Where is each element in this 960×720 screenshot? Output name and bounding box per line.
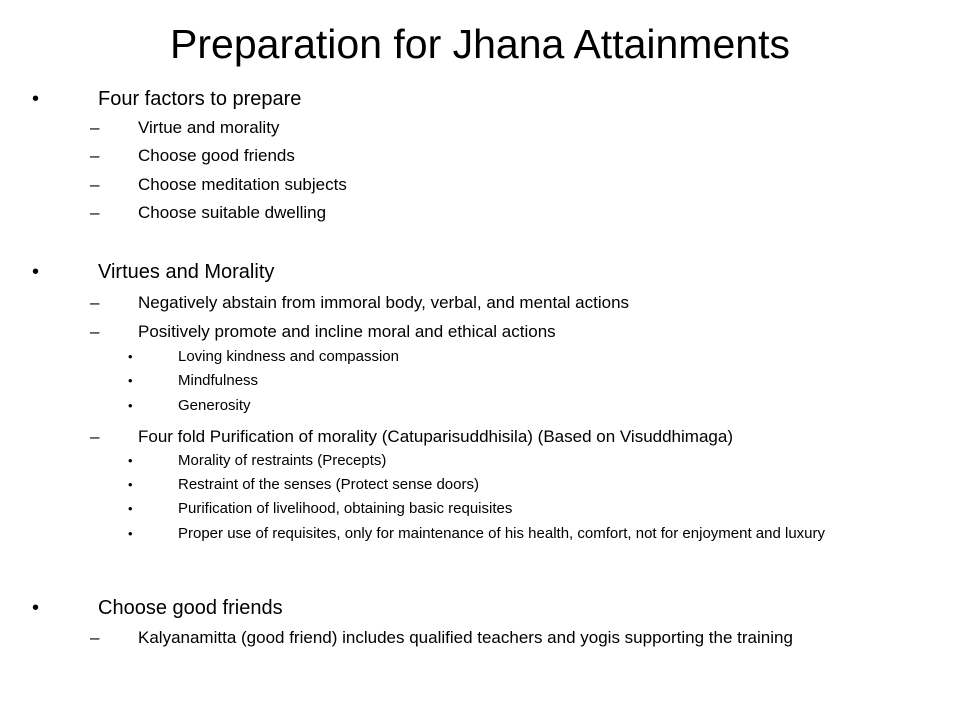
dash-marker: – (90, 146, 100, 165)
sub-item-label: Virtue and morality (138, 118, 280, 137)
slide-title: Preparation for Jhana Attainments (170, 21, 790, 67)
detail-item-label: Loving kindness and compassion (178, 348, 399, 365)
dash-marker: – (90, 203, 100, 222)
detail-item-label: Mindfulness (178, 372, 259, 389)
sub-item-label: Four fold Purification of morality (Catuparisuddhisila) (Based on Visuddhimaga) (138, 427, 733, 446)
heading-good-friends: Choose good friends (98, 597, 283, 619)
dash-marker: – (90, 175, 100, 194)
detail-item-label: Morality of restraints (Precepts) (178, 452, 387, 469)
bullet-marker: • (128, 526, 133, 541)
sub-item-label: Choose meditation subjects (138, 175, 347, 194)
bullet-marker: • (32, 88, 40, 110)
detail-item-label: Generosity (178, 397, 251, 414)
bullet-marker: • (128, 398, 133, 413)
heading-four-factors: Four factors to prepare (98, 88, 302, 110)
sub-item-label: Kalyanamitta (good friend) includes qualified teachers and yogis supporting the training (138, 628, 793, 647)
dash-marker: – (90, 628, 100, 647)
sub-item-label: Negatively abstain from immoral body, verbal, and mental actions (138, 293, 630, 312)
dash-marker: – (90, 322, 100, 341)
detail-item-label: Restraint of the senses (Protect sense doors) (178, 476, 479, 493)
dash-marker: – (90, 427, 100, 446)
bullet-marker: • (128, 349, 133, 364)
dash-marker: – (90, 293, 100, 312)
dash-marker: – (90, 118, 100, 137)
bullet-marker: • (128, 373, 133, 388)
bullet-marker: • (32, 597, 40, 619)
heading-virtues: Virtues and Morality (98, 261, 275, 283)
detail-item-label: Purification of livelihood, obtaining basic requisites (178, 500, 513, 517)
bullet-marker: • (128, 501, 133, 516)
bullet-marker: • (32, 261, 40, 283)
sub-item-label: Choose good friends (138, 146, 295, 165)
bullet-marker: • (128, 453, 133, 468)
sub-item-label: Choose suitable dwelling (138, 203, 327, 222)
detail-item-label: Proper use of requisites, only for maintenance of his health, comfort, not for enjoyment and luxury (178, 525, 826, 542)
bullet-marker: • (128, 477, 133, 492)
sub-item-label: Positively promote and incline moral and ethical actions (138, 322, 556, 341)
